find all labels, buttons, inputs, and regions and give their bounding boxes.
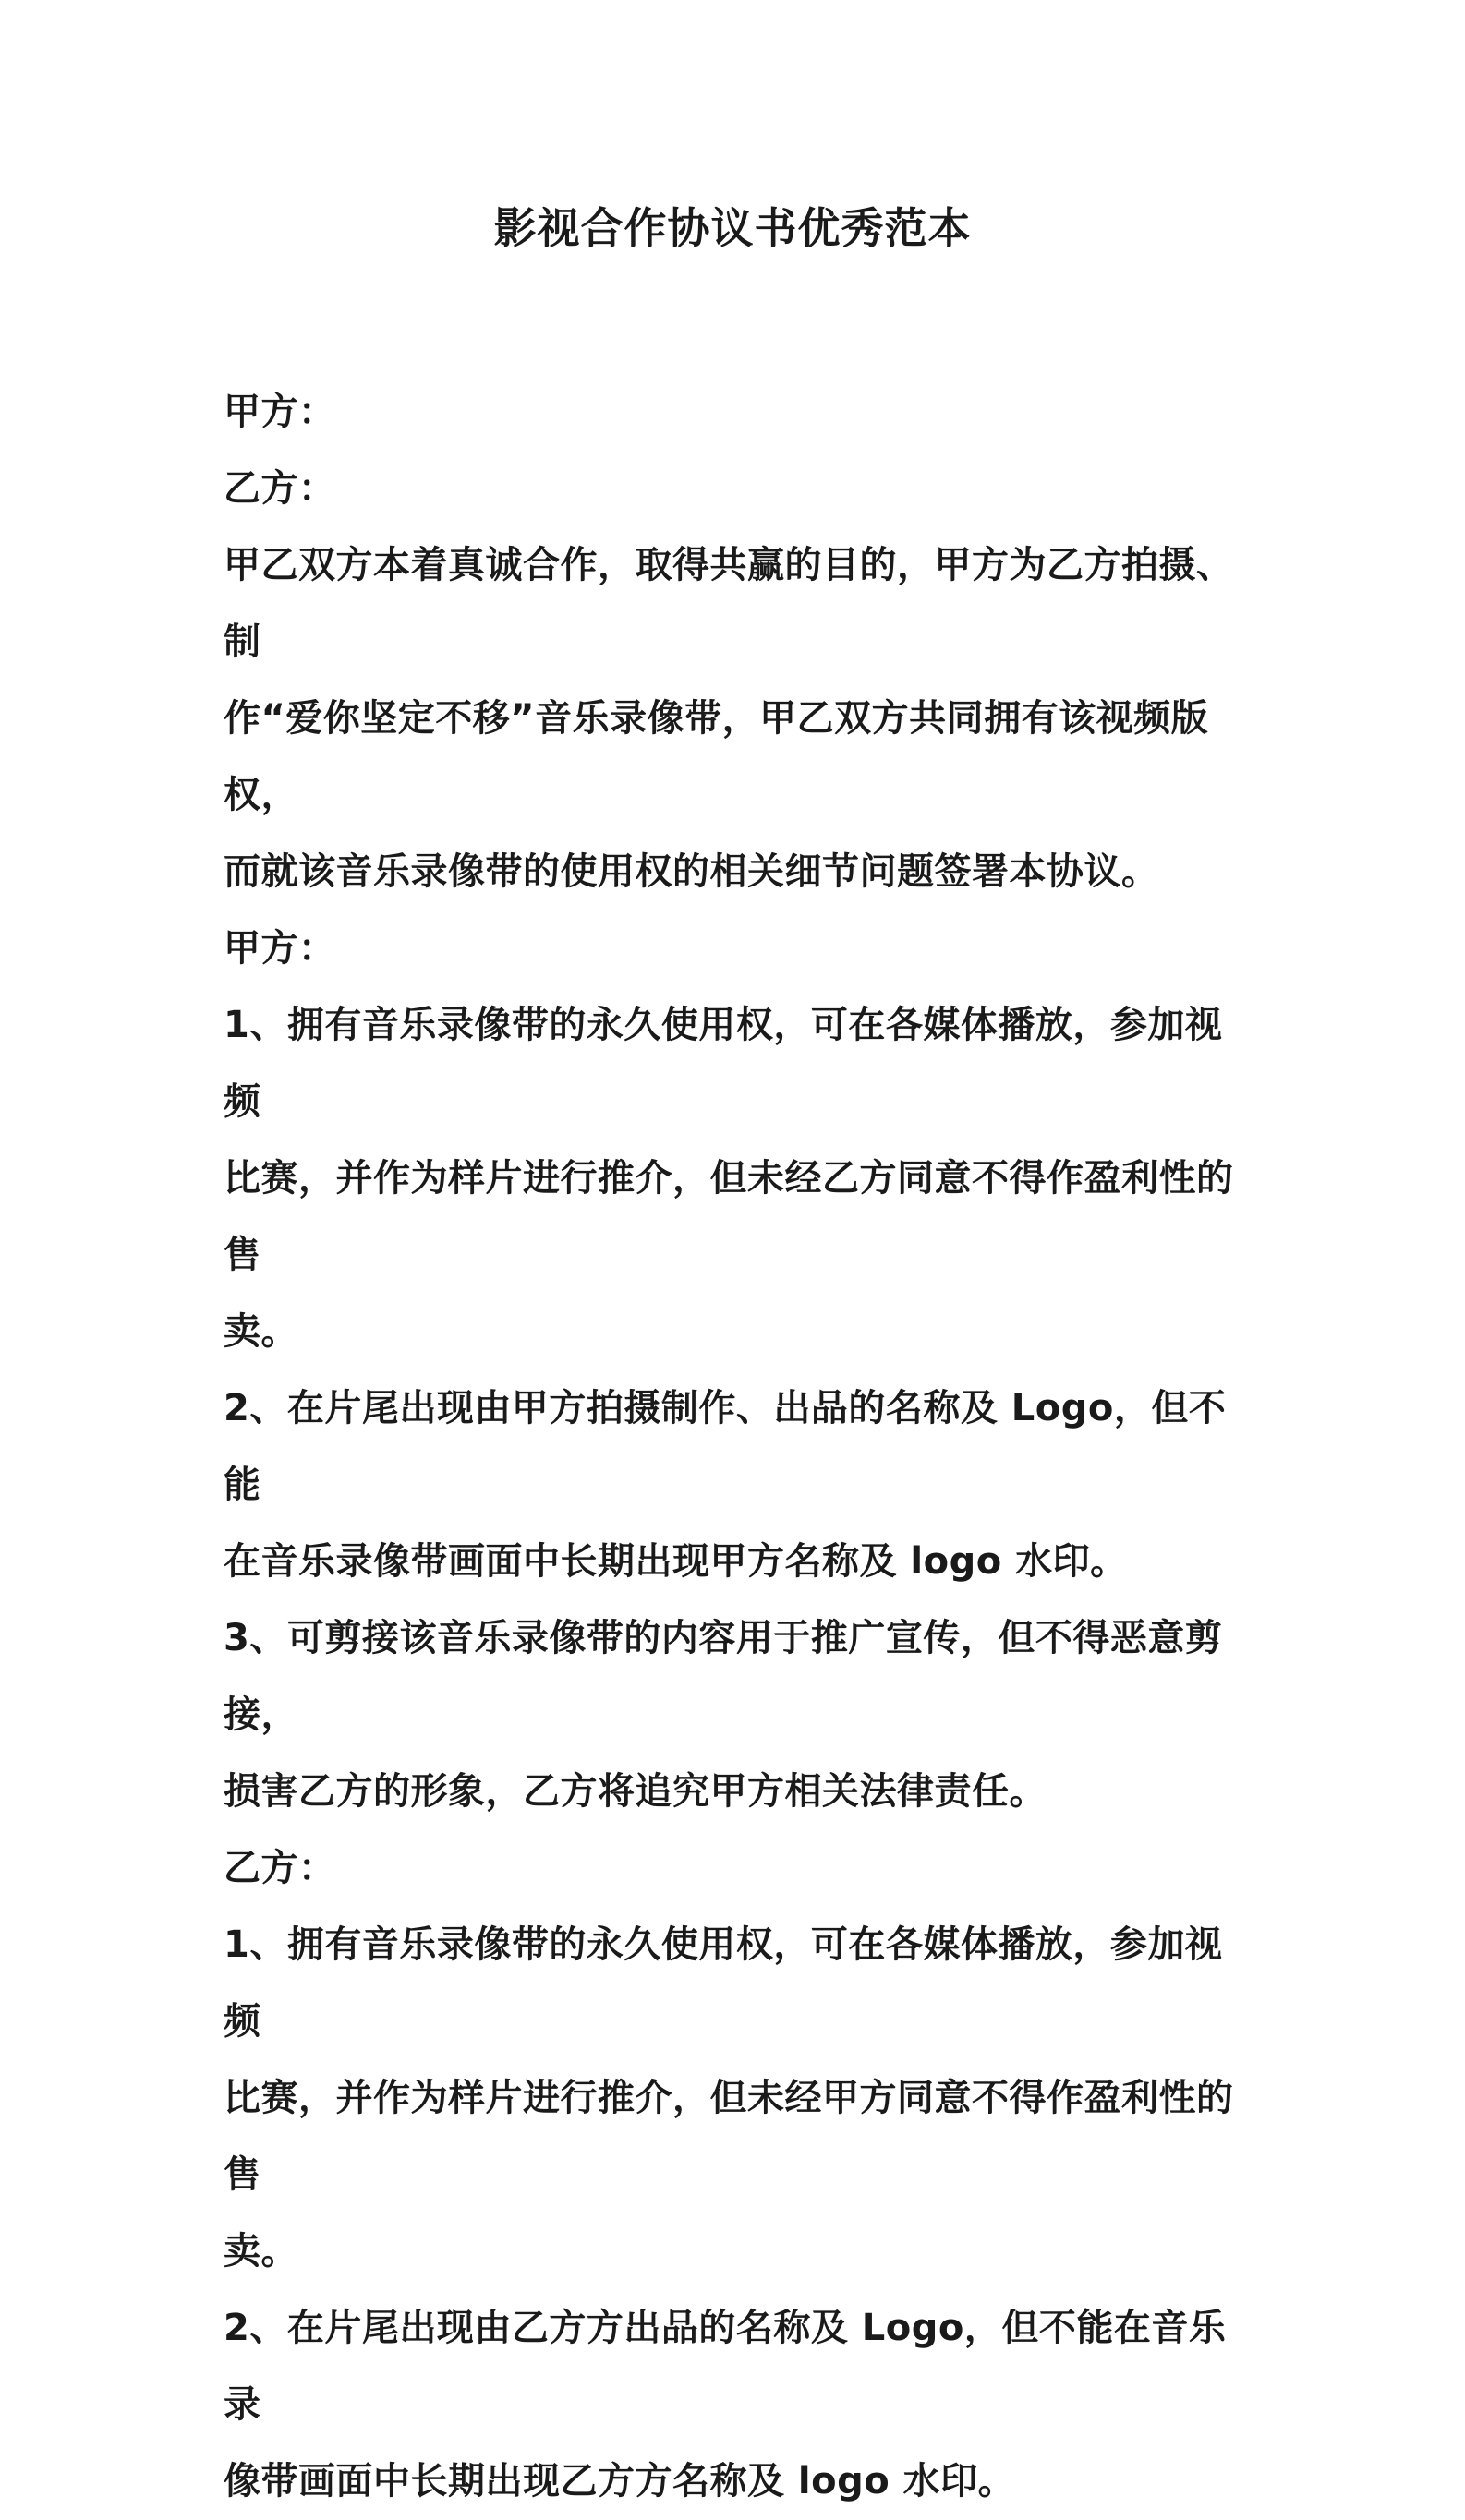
party-a-clause-3: 3、可剪接该音乐录像带的内容用于推广宣传，但不得恶意剪接， 损害乙方的形象，乙方将追究甲方相关法律责任。 bbox=[224, 1617, 1223, 1813]
party-b-label: 乙方： bbox=[224, 467, 336, 510]
party-b-clause-2: 2、在片尾出现由乙方方出品的名称及 Logo，但不能在音乐录 像带画面中长期出现乙方方名称及 logo 水印。 bbox=[224, 2307, 1227, 2502]
party-a-section-heading: 甲方： bbox=[224, 927, 336, 970]
party-a-clause-2: 2、在片尾出现由甲方拍摄制作、出品的名称及 Logo，但不能 在音乐录像带画面中长期出现甲方名称及 logo 水印。 bbox=[224, 1387, 1227, 1583]
party-b-clause-1: 1、拥有音乐录像带的永久使用权，可在各媒体播放，参加视频 比赛，并作为样片进行推介，但未经甲方同意不得作盈利性的售 卖。 bbox=[224, 1923, 1234, 2273]
document-title: 影视合作协议书优秀范本 bbox=[493, 203, 972, 253]
party-a-clause-1: 1、拥有音乐录像带的永久使用权，可在各媒体播放，参加视频 比赛，并作为样片进行推介，但未经乙方同意不得作盈利性的售 卖。 bbox=[224, 1004, 1234, 1353]
party-a-label: 甲方： bbox=[224, 391, 336, 433]
preamble-paragraph: 甲乙双方本着真诚合作，取得共赢的目的，甲方为乙方拍摄、制 作“爱你坚定不移”音乐录像带，甲乙双方共同拥有该视频版权， 而就该音乐录像带的使用权的相关细节问题签署本协议。 bbox=[224, 544, 1234, 893]
document-body bbox=[224, 374, 1258, 2520]
party-b-section-heading: 乙方： bbox=[224, 1847, 336, 1889]
